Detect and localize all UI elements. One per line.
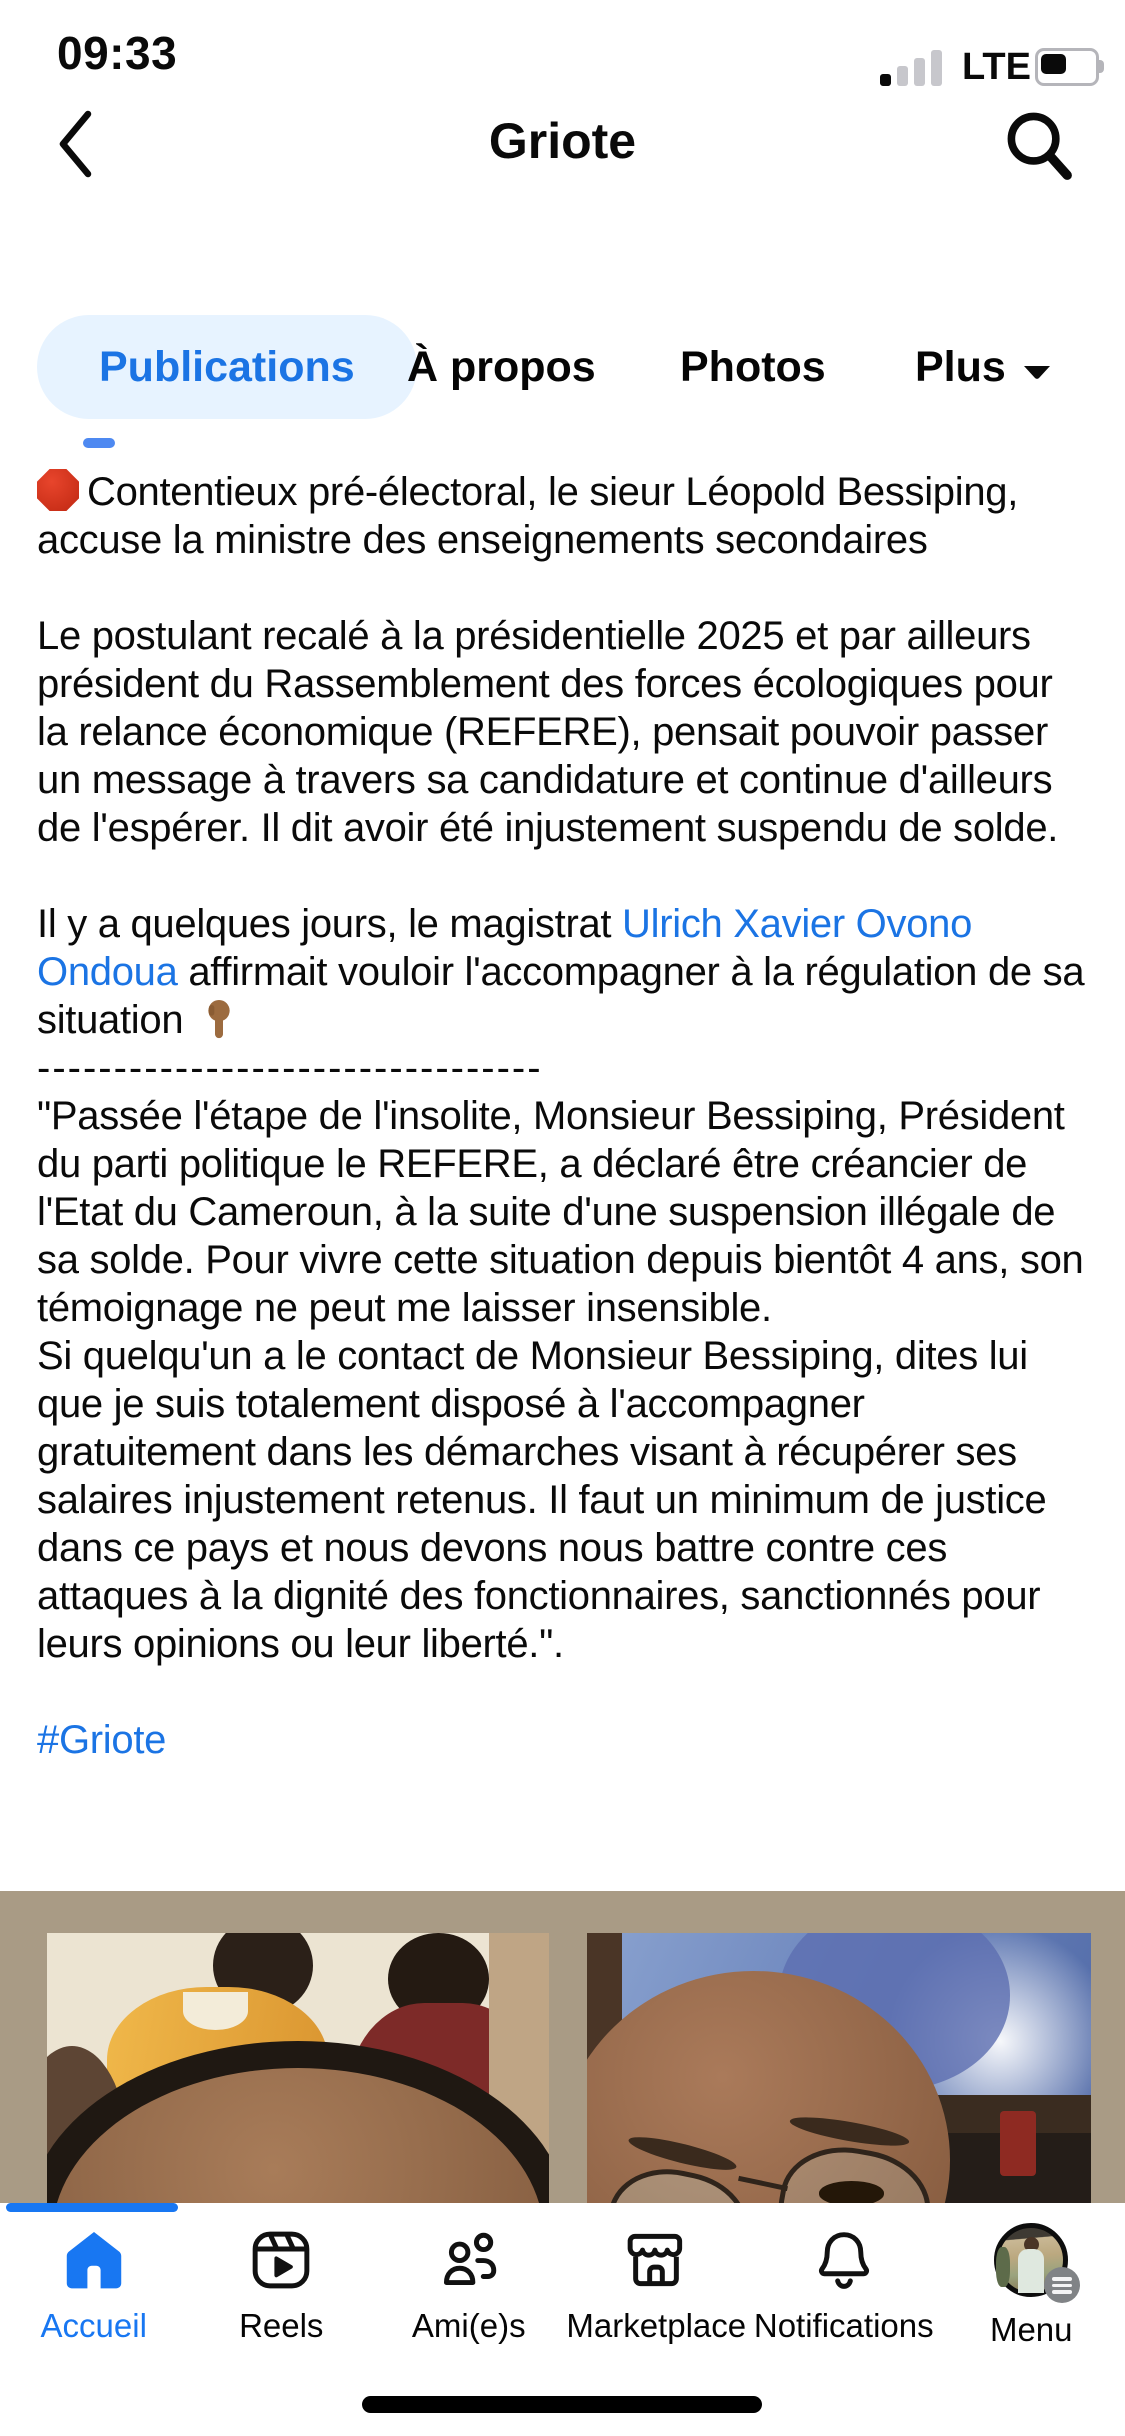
post-paragraph: Il y a quelques jours, le magistrat Ulrich Xavier Ovono Ondoua affirmait vouloir l'accompagner à la régulation de sa situation — [37, 902, 1085, 1042]
chevron-down-icon — [1022, 343, 1052, 392]
post-photo-strip — [0, 1891, 1125, 2203]
hashtag-link[interactable]: #Griote — [37, 1718, 167, 1762]
post-body — [37, 468, 1089, 1764]
battery-icon — [1035, 48, 1099, 86]
nav-label: Notifications — [753, 2307, 934, 2344]
tab-publications[interactable]: Publications — [37, 315, 417, 419]
menu-lines-badge — [1044, 2267, 1080, 2303]
tab-plus[interactable]: Plus — [915, 315, 1052, 419]
post-paragraph: Le postulant recalé à la présidentielle 2025 et par ailleurs président du Rassemblement des forces écologiques pour la relance économique (REFERE), pensait pouvoir passer un message à travers sa candidature et continue d'ailleurs de l'espérer. Il dit avoir été injustement suspendu de solde. — [37, 614, 1059, 850]
page-title: Griote — [488, 113, 637, 169]
search-icon[interactable] — [1000, 106, 1076, 186]
partially-scrolled-avatar-fragment — [83, 438, 115, 448]
nav-label: Menu — [989, 2311, 1073, 2348]
status-bar — [0, 0, 1125, 100]
network-type-label: LTE — [962, 46, 1031, 88]
notifications-icon — [811, 2227, 877, 2293]
profile-tabs — [0, 315, 1125, 419]
post-photo-right[interactable] — [587, 1933, 1091, 2203]
home-icon — [61, 2227, 127, 2293]
nav-item-home[interactable] — [0, 2221, 188, 2349]
nav-label: Marketplace — [566, 2307, 747, 2344]
tab-a-propos[interactable]: À propos — [407, 342, 596, 391]
reels-icon — [248, 2227, 314, 2293]
post-paragraph: Si quelqu'un a le contact de Monsieur Bessiping, dites lui que je suis totalement disposé à l'accompagner gratuitement dans les démarches visant à récupérer ses salaires injustement retenus. Il faut un minimum de justice dans ce pays et nous devons nous battre contre ces attaques à la dignité des fonctionnaires, sanctionnés pour leurs opinions ou leur liberté.". — [37, 1334, 1047, 1666]
nav-label: Reels — [239, 2307, 324, 2344]
cellular-signal-icon — [880, 48, 950, 86]
post-photo-left[interactable] — [47, 1933, 549, 2203]
post-hashtag-row — [37, 1716, 1089, 1764]
nav-item-menu[interactable] — [938, 2221, 1125, 2349]
clock: 09:33 — [57, 27, 178, 79]
active-tab-indicator — [6, 2203, 178, 2212]
pointing-down-emoji — [198, 997, 238, 1041]
post-paragraph: Contentieux pré-électoral, le sieur Léopold Bessiping, accuse la ministre des enseignements secondaires — [37, 470, 1019, 562]
nav-label: Ami(e)s — [411, 2307, 526, 2344]
nav-item-reels[interactable] — [188, 2221, 376, 2349]
marketplace-icon — [623, 2227, 689, 2293]
nav-item-marketplace[interactable] — [563, 2221, 751, 2349]
nav-item-notifications[interactable] — [750, 2221, 938, 2349]
stop-sign-emoji — [37, 469, 79, 511]
tab-photos[interactable]: Photos — [680, 342, 826, 391]
ios-home-indicator[interactable] — [362, 2396, 762, 2413]
nav-item-friends[interactable] — [375, 2221, 563, 2349]
nav-label: Accueil — [40, 2307, 147, 2344]
profile-link[interactable]: Ulrich Xavier Ovono Ondoua — [37, 902, 973, 994]
post-dashed-divider: --------------------------------- — [37, 1046, 543, 1090]
post-paragraph: "Passée l'étape de l'insolite, Monsieur Bessiping, Président du parti politique le REFERE, a déclaré être créancier de l'Etat du Cameroun, à la suite d'une suspension illégale de sa solde. Pour vivre cette situation depuis bientôt 4 ans, son témoignage ne peut me laisser insensible. — [37, 1094, 1084, 1330]
friends-icon — [436, 2227, 502, 2293]
page-header — [0, 98, 1125, 198]
